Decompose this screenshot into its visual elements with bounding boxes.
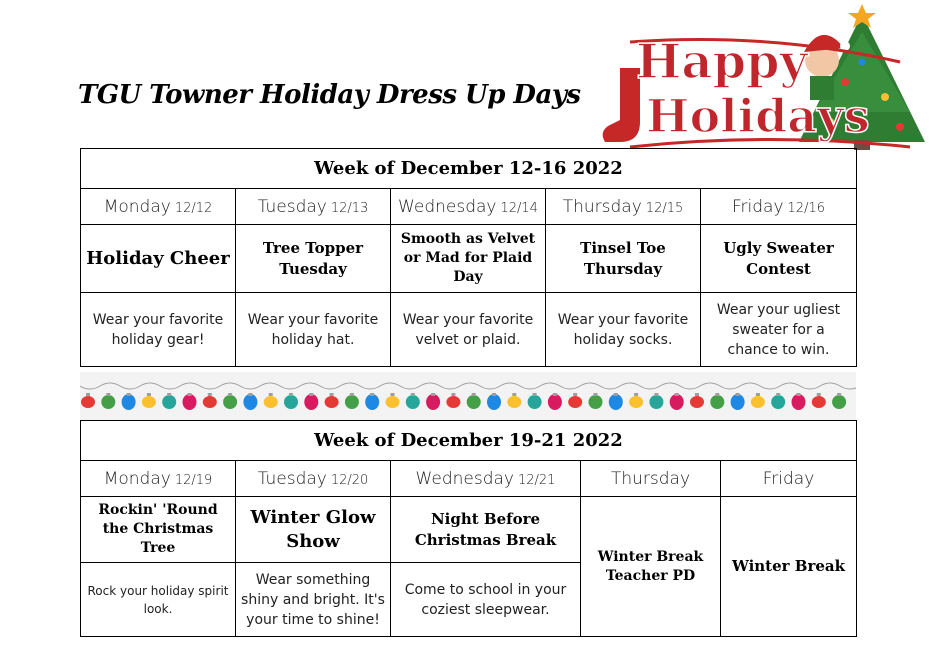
page-title: TGU Towner Holiday Dress Up Days [78,80,581,110]
ornament-icon [690,396,704,408]
week2-theme-friday: Winter Break [721,497,857,637]
week1-day-thursday: Thursday 12/15 [546,189,701,225]
week2-theme-monday: Rockin' 'Round the Christmas Tree [81,497,236,563]
ornament-icon [122,394,136,410]
week1-desc-wednesday: Wear your favorite velvet or plaid. [391,293,546,367]
logo-text-happy: Happy [636,34,808,90]
ornament-icon [670,394,684,410]
week1-day-friday: Friday 12/16 [701,189,857,225]
week2-day-friday: Friday [721,461,857,497]
week2-theme-tuesday: Winter Glow Show [236,497,391,563]
week2-day-wednesday: Wednesday 12/21 [391,461,581,497]
week1-day-tuesday: Tuesday 12/13 [236,189,391,225]
ornament-icon [568,396,582,408]
week2-day-thursday: Thursday [581,461,721,497]
ornament-icon [467,395,481,409]
ornament-icon [589,395,603,409]
week2-heading: Week of December 19-21 2022 [81,421,857,461]
ornament-icon [223,395,237,409]
stocking-icon [603,64,640,142]
ornament-icon [243,394,257,410]
ornament-icon [832,395,846,409]
week1-table [80,148,857,367]
week2-day-monday: Monday 12/19 [81,461,236,497]
ornament-icon [406,395,420,409]
ornament-icon [751,396,765,408]
week1-theme-friday[interactable]: Ugly Sweater Contest [701,225,857,293]
ornament-icon [710,395,724,409]
ornament-icon [771,395,785,409]
week1-theme-monday: Holiday Cheer [81,225,236,293]
ornament-icon [203,396,217,408]
week2-desc-wednesday: Come to school in your coziest sleepwear. [391,563,581,637]
ornament-icon [507,396,521,408]
ornament-icon [386,396,400,408]
week1-desc-friday: Wear your ugliest sweater for a chance to win. [701,293,857,367]
week1-desc-monday: Wear your favorite holiday gear! [81,293,236,367]
ornament-icon [528,395,542,409]
week2-desc-tuesday: Wear something shiny and bright. It's your time to shine! [236,563,391,637]
ornament-icon [629,396,643,408]
ornament-icon [325,396,339,408]
week1-theme-tuesday: Tree Topper Tuesday [236,225,391,293]
ornament-icon [345,395,359,409]
ornament-icon [609,394,623,410]
week1-theme-wednesday: Smooth as Velvet or Mad for Plaid Day [391,225,546,293]
ornament-icon [487,394,501,410]
ornament-icon [264,396,278,408]
happy-holidays-logo [600,2,935,152]
week1-desc-tuesday: Wear your favorite holiday hat. [236,293,391,367]
ornament-icon [162,395,176,409]
week2-theme-wednesday: Night Before Christmas Break [391,497,581,563]
ornament-icon [426,394,440,410]
ornament-icon [548,394,562,410]
ornament-icon [142,396,156,408]
ornament-icon [731,394,745,410]
week2-table [80,420,857,637]
ornament-icon [446,396,460,408]
ornament-icon [304,394,318,410]
ornament-icon [284,395,298,409]
logo-text-holidays: Holidays [646,89,870,143]
week2-theme-thursday: Winter Break Teacher PD [581,497,721,637]
ornament-icon [101,395,115,409]
ornament-icon [81,396,95,408]
week1-day-wednesday: Wednesday 12/14 [391,189,546,225]
ornament-icon [365,394,379,410]
ornament-icon [812,396,826,408]
week2-desc-monday: Rock your holiday spirit look. [81,563,236,637]
ornament-icon [183,394,197,410]
week1-heading: Week of December 12-16 2022 [81,149,857,189]
week1-desc-thursday: Wear your favorite holiday socks. [546,293,701,367]
ornament-icon [792,394,806,410]
ornament-garland-divider [80,372,856,420]
ornament-icon [649,395,663,409]
week2-day-tuesday: Tuesday 12/20 [236,461,391,497]
week1-day-monday: Monday 12/12 [81,189,236,225]
week1-theme-thursday: Tinsel Toe Thursday [546,225,701,293]
